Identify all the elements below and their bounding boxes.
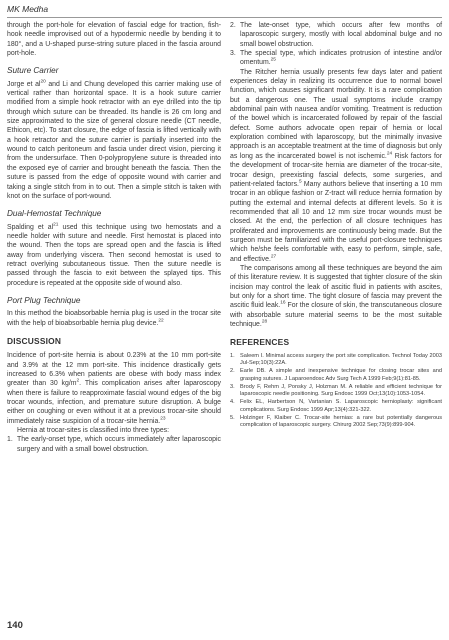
list-item: 3. The special type, which indicates protrusion of intestine and/or omentum.$^{25}$ (230, 50, 442, 67)
comparison-paragraph: The comparisons among all these techniques are beyond the aim of this literature review. It is suggested that tighter closure of the skin incision may control the leak of ascitic fluid in patients with ascites, but only for a short time. The tight closure of fascia may prevent the ascitic fluid leak.$^{16}$ For the closure of skin, the transcutaneous closure with absorbable suture material seems to be the most suitable technique.$^{28}$ (230, 264, 442, 328)
heading-dual-hemostat: Dual-Hemostat Technique (7, 209, 102, 219)
right-column (230, 21, 442, 431)
reference-item: 1. Saleem I. Minimal access surgery the port site complication. Technol Today 2003 Jul-Sep;10(3):22A. (230, 352, 442, 366)
page-number: 140 (7, 620, 23, 631)
header-divider (7, 17, 442, 18)
running-header: MK Medha (7, 4, 49, 14)
reference-item: 4. Felix EL, Harbertson N, Vartanian S. Laparoscopic hernioplasty: significant complications. Surg Endosc 1999 Apr;13(4):321-322. (230, 399, 442, 413)
intro-paragraph: through the port-hole for elevation of fascial edge for traction, fish-hook needle improvised out of a hypodermic needle by bending it to 180°, and a U-shaped purse-string suture placed in the fascia around port-hole. (7, 22, 221, 58)
discussion-paragraph-1: Incidence of port-site hernia is about 0.23% at the 10 mm port-site and 3.9% at the 12 mm port-site. This incidence drastically gets increased to 6.3% when patients are obese with body mass index greater than 30 $kg/m^2$. This complication arises after laparoscopy when there is failure to reapproximate fascial wound edges of the big trocar wounds, infection, and premature suture disruption. A bulge either on coughing or even without it at a previous trocar-site should immediately raise suspicion of a trocar-site hernia.$^{23}$ (7, 352, 221, 425)
heading-suture-carrier: Suture Carrier (7, 66, 59, 76)
citation: 22 (158, 318, 164, 324)
reference-item: 2. Earle DB. A simple and inexpensive technique for closing trocar sites and grasping sutures. J Laparoendosc Adv Surg Tech A 1999 Feb;9(1):81-85. (230, 368, 442, 382)
suture-carrier-paragraph: Jorge et $al^{20}$ and Li and Chung developed this carrier making use of vertical rather than horizontal space. It is a hook suture carrier modified from a simple hook retractor with an eye drilled into the tip through which suture can be threaded. Its handle is 26 cm long and size approximated to the size of general closure needle (CT needle, Ethicon, etc). To start closure, the edge of fascia is lifted vertically with a hook retractor and the suture carrier is partially inserted into the wound to catch peritoneum and fascia under direct vision, piercing it from the undersurface. Then 0-polypropylene suture is threaded into the exposed eye of carrier and brought beneath the fascia. Then the suture is passed from the edge of opposite wound with carrier and taking a single stitch from in to out. Then a simple stitch is taken with knot on the surface of port-wound. (7, 79, 221, 200)
heading-references: REFERENCES (230, 337, 290, 348)
citation: 25 (270, 58, 276, 64)
discussion-paragraph-2: Hernia at trocar-sites is classified into three types: (17, 427, 170, 435)
reference-item: 3. Brody F, Rehm J, Ponsky J, Holzman M. A reliable and efficient technique for laparoscopic needle positioning. Surg Endosc 1999 Oct;13(10):1053-1054. (230, 383, 442, 398)
hernia-type-list-continued (230, 21, 442, 68)
citation: 20 (40, 79, 46, 85)
hernia-type-list (7, 435, 221, 454)
left-column (7, 21, 221, 454)
reference-item: 5. Holzinger F, Klaiber C. Trocar-site hernias: a rare but potentially dangerous complication of laparoscopic surgery. Chirurg 2002 Sep;73(9):899-904. (230, 415, 442, 429)
list-item: 2. The late-onset type, which occurs after few months of laparoscopic surgery, mostly with local abdominal bulge and no small bowel obstruction. (230, 22, 442, 48)
dual-hemostat-paragraph: Spalding et $al^{21}$ used this technique using two hemostats and a needle holder with suture and needle. First hemostat is placed into the wound. Then the tops are spread open and the fascia is lifted away from underlying viscera. Then second hemostat is used to retract overlying subcutaneous tissue. Then the suture needle is passed through the fascia to exit between the splayed tips. This procedure is repeated at the opposite side of wound also. (7, 222, 221, 287)
citation: 21 (53, 222, 59, 228)
ritcher-paragraph: The Ritcher hernia usually presents few days later and patient experiences delay in realizing its occurrence due to normal bowel function, which causes significant morbidity. It is a rare complication but a dangerous one. The usual symptoms include crampy abdominal pain with nausea and/or vomiting. Treatment is reduction of the bowel which is incarcerated followed by repair of the fascial defect. Some authors advocate open repair of hernia or local exploration combined with laparoscopy, but the minimally invasive approach is an acceptable treatment at the time of diagnosis but only as long as the incarcerated bowel is not ischemic.$^{24}$ Risk factors for the development of trocar-site hernia are diameter of the trocar-site, trocar design, preexisting fascial defects, some surgeries, and patient-related factors.$^5$ Many authors believe that inserting a 10 mm trocar in an oblique fashion or Z-tract will reduce hernia formation by putting the external and internal defects at different levels. So it is recommended that all 10 and 12 mm size trocar wounds must be closed. At the end, the perfection of all closure techniques has proliferated and improvements are continuously being made. But the surgeon must be familiarized with the useful port-closure techniques which he/she feels comfortable with, easy to perform, simple, safe, and effective.$^{27}$ (230, 68, 443, 263)
heading-port-plug: Port Plug Technique (7, 295, 81, 305)
citation: 23 (160, 416, 166, 422)
port-plug-paragraph: In this method the bioabsorbable hernia plug is used in the trocar site with the help of bioabsorbable hernia plug device.$^{22}$ (7, 310, 221, 327)
reference-list (230, 353, 442, 430)
list-item: 1. The early-onset type, which occurs immediately after laparoscopic surgery and with a small bowel obstruction. (7, 436, 221, 453)
heading-discussion: DISCUSSION (7, 335, 62, 346)
